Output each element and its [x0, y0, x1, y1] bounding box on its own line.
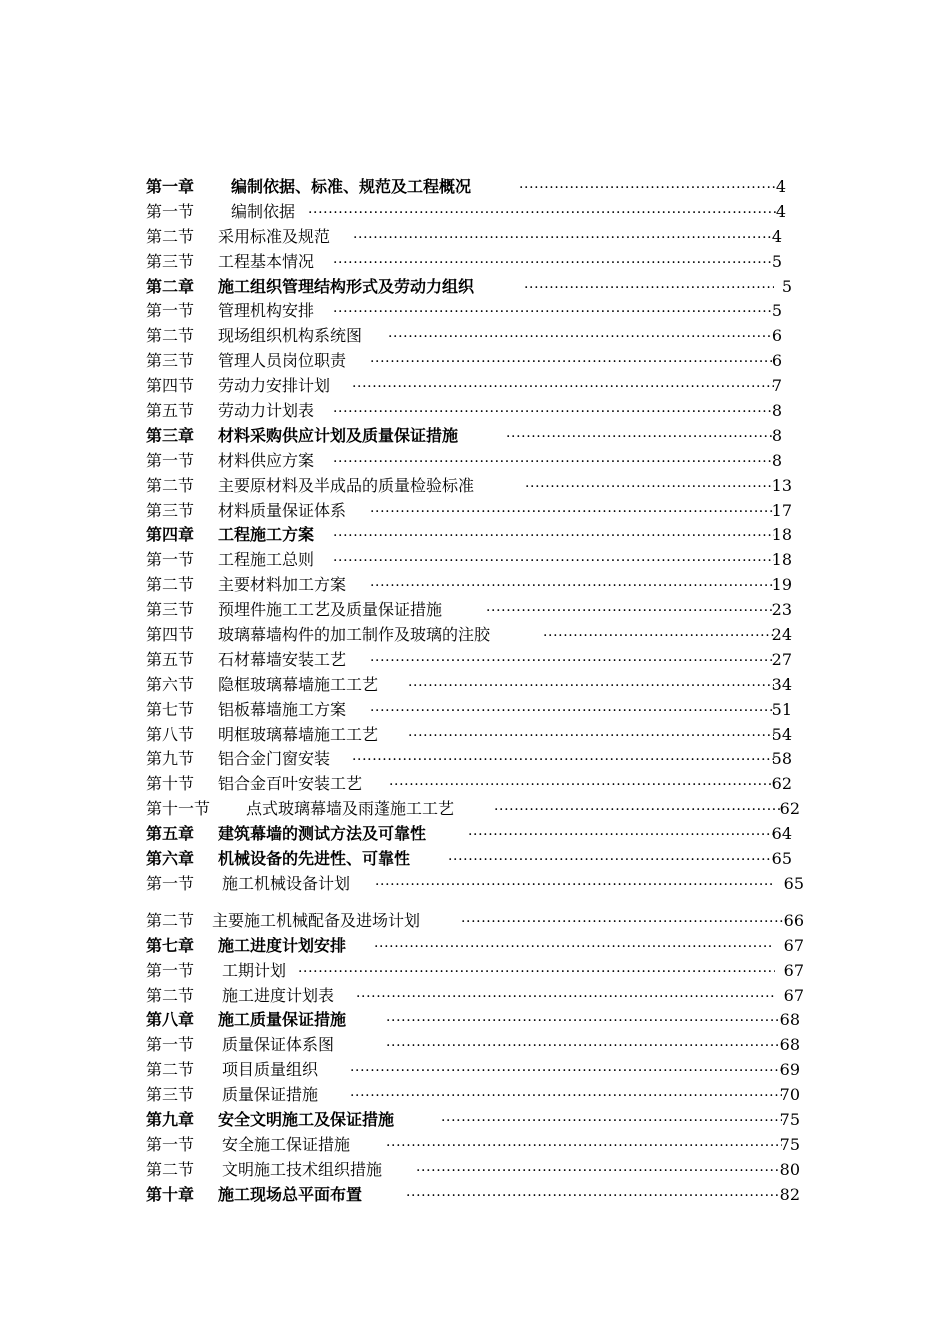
- toc-entry-label: 第一节: [146, 450, 195, 470]
- toc-entry-title: 编制依据、标准、规范及工程概况: [231, 177, 472, 196]
- toc-page-number: 5: [781, 276, 792, 296]
- toc-entry-label: 第二章: [146, 276, 195, 296]
- toc-section-row[interactable]: [146, 909, 806, 934]
- toc-entry-label: 第二节: [146, 226, 195, 246]
- toc-page-number: 58: [771, 749, 792, 769]
- toc-entry-title: 施工机械设备计划: [222, 873, 351, 893]
- toc-dot-leader: [333, 399, 774, 424]
- toc-page-number: 65: [771, 849, 792, 869]
- toc-entry-label: 第一节: [146, 550, 195, 570]
- toc-section-row[interactable]: [146, 723, 806, 748]
- toc-page-number: 67: [783, 985, 804, 1005]
- toc-entry-title: 工程基本情况: [218, 251, 315, 271]
- toc-section-row[interactable]: [146, 548, 806, 573]
- toc-entry-label: 第七节: [146, 699, 195, 719]
- toc-section-row[interactable]: [146, 474, 806, 499]
- toc-entry-label: 第三节: [146, 351, 195, 371]
- toc-entry-label: 第二节: [146, 985, 195, 1005]
- toc-page-number: 7: [771, 376, 782, 396]
- toc-dot-leader: [494, 797, 782, 822]
- toc-section-row[interactable]: [146, 200, 806, 225]
- toc-chapter-row[interactable]: [146, 1008, 806, 1033]
- toc-section-row[interactable]: [146, 1058, 806, 1083]
- toc-page-number: 17: [771, 500, 792, 520]
- toc-page-number: 27: [771, 649, 792, 669]
- toc-dot-leader: [448, 847, 774, 872]
- toc-section-row[interactable]: [146, 1033, 806, 1058]
- toc-entry-label: 第三节: [146, 251, 195, 271]
- toc-dot-leader: [370, 573, 774, 598]
- toc-entry-title: 施工进度计划表: [222, 985, 335, 1005]
- toc-page-number: 13: [771, 475, 792, 495]
- toc-entry-title: 铝合金门窗安装: [218, 749, 331, 769]
- toc-section-row[interactable]: [146, 747, 806, 772]
- toc-page-number: 23: [771, 600, 792, 620]
- toc-page-number: 8: [771, 450, 782, 470]
- toc-section-row[interactable]: [146, 250, 806, 275]
- toc-entry-label: 第四节: [146, 376, 195, 396]
- toc-entry-title: 主要原材料及半成品的质量检验标准: [218, 475, 475, 495]
- toc-entry-label: 第二节: [146, 575, 195, 595]
- toc-entry-title: 项目质量组织: [222, 1060, 319, 1080]
- toc-page-number: 75: [779, 1109, 800, 1129]
- toc-dot-leader: [298, 959, 775, 984]
- toc-entry-label: 第二节: [146, 326, 195, 346]
- toc-page-number: 68: [779, 1010, 800, 1030]
- toc-entry-label: 第四章: [146, 525, 195, 545]
- toc-section-row[interactable]: [146, 959, 806, 984]
- toc-page-number: 4: [775, 177, 786, 196]
- toc-chapter-row[interactable]: [146, 1108, 806, 1133]
- toc-dot-leader: [486, 598, 774, 623]
- toc-entry-label: 第三节: [146, 1085, 195, 1105]
- toc-page-number: 4: [775, 201, 786, 221]
- toc-dot-leader: [370, 499, 774, 524]
- toc-entry-title: 施工进度计划安排: [218, 935, 347, 955]
- toc-entry-title: 安全施工保证措施: [222, 1134, 351, 1154]
- toc-section-row[interactable]: [146, 225, 806, 250]
- toc-section-row[interactable]: [146, 772, 806, 797]
- toc-dot-leader: [386, 1133, 782, 1158]
- toc-entry-label: 第一节: [146, 1035, 195, 1055]
- toc-section-row[interactable]: [146, 673, 806, 698]
- toc-entry-label: 第四节: [146, 625, 195, 645]
- toc-chapter-row[interactable]: [146, 822, 806, 847]
- toc-page-number: 75: [779, 1134, 800, 1154]
- toc-section-row[interactable]: [146, 573, 806, 598]
- toc-entry-label: 第十章: [146, 1184, 195, 1204]
- toc-entry-label: 第一节: [146, 1134, 195, 1154]
- toc-page-number: 82: [779, 1184, 800, 1204]
- toc-entry-label: 第六节: [146, 674, 195, 694]
- toc-entry-label: 第三节: [146, 500, 195, 520]
- toc-dot-leader: [375, 872, 775, 897]
- toc-dot-leader: [468, 822, 774, 847]
- toc-entry-title: 工期计划: [222, 960, 287, 980]
- toc-dot-leader: [416, 1158, 782, 1183]
- toc-entry-title: 质量保证体系图: [222, 1035, 335, 1055]
- toc-dot-leader: [388, 324, 774, 349]
- toc-chapter-row[interactable]: [146, 934, 806, 959]
- toc-dot-leader: [543, 623, 774, 648]
- toc-section-row[interactable]: [146, 872, 806, 897]
- toc-dot-leader: [406, 1183, 782, 1208]
- toc-dot-leader: [350, 1058, 782, 1083]
- toc-section-row[interactable]: [146, 648, 806, 673]
- toc-page-number: 51: [771, 699, 792, 719]
- toc-entry-title: 管理人员岗位职责: [218, 351, 347, 371]
- toc-entry-title: 玻璃幕墙构件的加工制作及玻璃的注胶: [218, 625, 491, 645]
- toc-entry-label: 第一节: [146, 960, 195, 980]
- toc-dot-leader: [461, 909, 784, 934]
- toc-page-number: 69: [779, 1060, 800, 1080]
- toc-entry-label: 第七章: [146, 935, 195, 955]
- toc-section-row[interactable]: [146, 1133, 806, 1158]
- toc-section-row[interactable]: [146, 499, 806, 524]
- toc-entry-title: 主要施工机械配备及进场计划: [212, 910, 421, 930]
- toc-page-number: 34: [771, 674, 792, 694]
- toc-entry-title: 材料采购供应计划及质量保证措施: [218, 425, 459, 445]
- toc-section-row[interactable]: [146, 299, 806, 324]
- toc-entry-label: 第三节: [146, 600, 195, 620]
- toc-page-number: 18: [771, 550, 792, 570]
- toc-dot-leader: [352, 374, 774, 399]
- toc-dot-leader: [356, 984, 775, 1009]
- toc-page-number: 6: [771, 326, 782, 346]
- toc-dot-leader: [389, 772, 774, 797]
- toc-entry-label: 第二节: [146, 1060, 195, 1080]
- toc-entry-title: 劳动力计划表: [218, 401, 315, 421]
- toc-dot-leader: [370, 698, 774, 723]
- toc-page-number: 68: [779, 1035, 800, 1055]
- toc-entry-title: 主要材料加工方案: [218, 575, 347, 595]
- toc-dot-leader: [506, 424, 774, 449]
- toc-section-row[interactable]: [146, 797, 806, 822]
- toc-entry-label: 第五节: [146, 649, 195, 669]
- toc-page-number: 62: [779, 799, 800, 819]
- toc-page-number: 6: [771, 351, 782, 371]
- toc-chapter-row[interactable]: [146, 523, 806, 548]
- toc-entry-label: 第二节: [146, 1159, 195, 1179]
- toc-dot-leader: [386, 1008, 782, 1033]
- toc-page-number: 67: [783, 960, 804, 980]
- toc-entry-label: 第九节: [146, 749, 195, 769]
- toc-page-number: 66: [783, 910, 804, 930]
- toc-dot-leader: [525, 474, 774, 499]
- toc-entry-title: 工程施工方案: [218, 525, 315, 545]
- toc-dot-leader: [370, 349, 774, 374]
- toc-section-row[interactable]: [146, 1158, 806, 1183]
- toc-entry-label: 第五章: [146, 824, 195, 844]
- toc-entry-title: 施工组织管理结构形式及劳动力组织: [218, 276, 475, 296]
- toc-dot-leader: [333, 548, 774, 573]
- toc-entry-title: 施工现场总平面布置: [218, 1184, 363, 1204]
- toc-dot-leader: [519, 175, 776, 200]
- toc-section-row[interactable]: [146, 324, 806, 349]
- toc-entry-label: 第三章: [146, 425, 195, 445]
- toc-entry-title: 建筑幕墙的测试方法及可靠性: [218, 824, 427, 844]
- toc-entry-label: 第一节: [146, 873, 195, 893]
- toc-page-number: 5: [771, 301, 782, 321]
- toc-page-number: 8: [771, 425, 782, 445]
- toc-dot-leader: [374, 934, 774, 959]
- toc-page-number: 4: [771, 226, 782, 246]
- toc-chapter-row[interactable]: [146, 847, 806, 872]
- toc-entry-label: 第二节: [146, 910, 195, 930]
- toc-entry-title: 劳动力安排计划: [218, 376, 331, 396]
- toc-dot-leader: [441, 1108, 782, 1133]
- toc-dot-leader: [308, 200, 776, 225]
- toc-entry-title: 工程施工总则: [218, 550, 315, 570]
- toc-page-number: 65: [783, 873, 804, 893]
- toc-section-row[interactable]: [146, 374, 806, 399]
- toc-entry-title: 铝板幕墙施工方案: [218, 699, 347, 719]
- toc-page-number: 5: [771, 251, 782, 271]
- toc-page-number: 70: [779, 1085, 800, 1105]
- toc-page-number: 19: [771, 575, 792, 595]
- toc-section-row[interactable]: [146, 349, 806, 374]
- toc-page-number: 24: [771, 625, 792, 645]
- toc-entry-label: 第九章: [146, 1109, 195, 1129]
- toc-section-row[interactable]: [146, 698, 806, 723]
- toc-section-row[interactable]: [146, 449, 806, 474]
- toc-dot-leader: [386, 1033, 782, 1058]
- toc-section-row[interactable]: [146, 1083, 806, 1108]
- toc-dot-leader: [333, 250, 774, 275]
- toc-entry-title: 铝合金百叶安装工艺: [218, 774, 363, 794]
- toc-page-number: 18: [771, 525, 792, 545]
- toc-page-number: 80: [779, 1159, 800, 1179]
- toc-dot-leader: [408, 723, 774, 748]
- toc-page-number: 54: [771, 724, 792, 744]
- toc-entry-title: 管理机构安排: [218, 301, 315, 321]
- toc-entry-label: 第二节: [146, 475, 195, 495]
- toc-entry-title: 材料质量保证体系: [218, 500, 347, 520]
- toc-dot-leader: [370, 648, 774, 673]
- toc-entry-label: 第六章: [146, 849, 195, 869]
- toc-entry-label: 第八节: [146, 724, 195, 744]
- toc-entry-label: 第五节: [146, 401, 195, 421]
- toc-dot-leader: [408, 673, 774, 698]
- toc-section-row[interactable]: [146, 399, 806, 424]
- toc-chapter-row[interactable]: [146, 175, 806, 200]
- toc-dot-leader: [353, 225, 774, 250]
- toc-chapter-row[interactable]: [146, 1183, 806, 1208]
- toc-entry-label: 第一节: [146, 201, 195, 221]
- toc-entry-title: 点式玻璃幕墙及雨蓬施工工艺: [246, 799, 455, 819]
- toc-entry-title: 文明施工技术组织措施: [222, 1159, 383, 1179]
- toc-entry-title: 现场组织机构系统图: [218, 326, 363, 346]
- toc-section-row[interactable]: [146, 623, 806, 648]
- toc-page-number: 62: [771, 774, 792, 794]
- toc-entry-title: 采用标准及规范: [218, 226, 331, 246]
- toc-section-row[interactable]: [146, 598, 806, 623]
- toc-section-row[interactable]: [146, 984, 806, 1009]
- toc-chapter-row[interactable]: [146, 424, 806, 449]
- toc-entry-title: 编制依据: [231, 201, 296, 221]
- toc-dot-leader: [333, 449, 774, 474]
- toc-entry-label: 第十节: [146, 774, 195, 794]
- toc-dot-leader: [352, 747, 774, 772]
- toc-dot-leader: [524, 275, 774, 300]
- toc-entry-title: 施工质量保证措施: [218, 1010, 347, 1030]
- toc-dot-leader: [333, 299, 774, 324]
- toc-entry-title: 明框玻璃幕墙施工工艺: [218, 724, 379, 744]
- toc-entry-title: 安全文明施工及保证措施: [218, 1109, 395, 1129]
- toc-page-number: 67: [783, 935, 804, 955]
- table-of-contents: [146, 175, 806, 1208]
- toc-entry-title: 质量保证措施: [222, 1085, 319, 1105]
- toc-entry-title: 机械设备的先进性、可靠性: [218, 849, 411, 869]
- toc-page-number: 64: [771, 824, 792, 844]
- toc-entry-label: 第一节: [146, 301, 195, 321]
- toc-entry-title: 石材幕墙安装工艺: [218, 649, 347, 669]
- toc-dot-leader: [350, 1083, 782, 1108]
- toc-dot-leader: [333, 523, 774, 548]
- toc-entry-title: 隐框玻璃幕墙施工工艺: [218, 674, 379, 694]
- toc-entry-title: 预埋件施工工艺及质量保证措施: [218, 600, 443, 620]
- toc-chapter-row[interactable]: [146, 275, 806, 300]
- toc-entry-label: 第八章: [146, 1010, 195, 1030]
- toc-entry-label: 第一章: [146, 177, 195, 196]
- toc-entry-title: 材料供应方案: [218, 450, 315, 470]
- toc-page-number: 8: [771, 401, 782, 421]
- toc-entry-label: 第十一节: [146, 799, 211, 819]
